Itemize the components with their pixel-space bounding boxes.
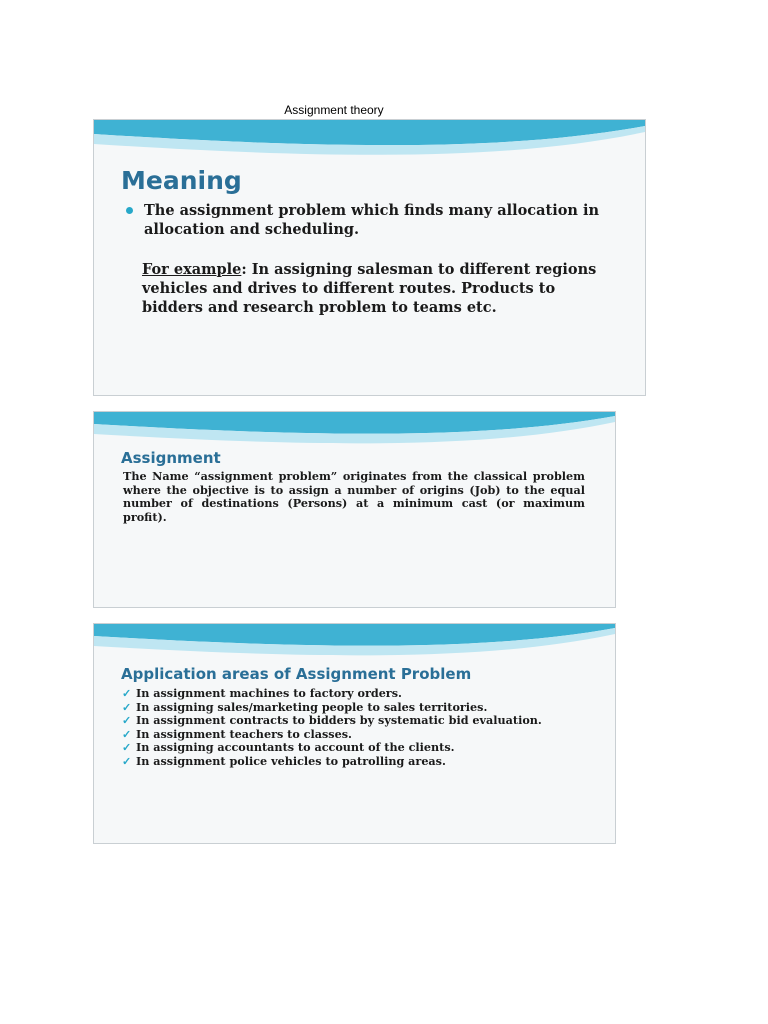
list-item: ✓ In assignment contracts to bidders by systematic bid evaluation. [122,713,542,727]
list-item: ✓ In assigning accountants to account of the clients. [122,740,455,754]
slide-title: Application areas of Assignment Problem [121,665,472,683]
checkmark-icon: ✓ [122,754,132,768]
slide-body-text: The Name “assignment problem” originates from the classical problem where the objective is to assign a number of origins (Job) to the equal number of destinations (Persons) at a minimum cast (or maximum profit). [123,469,585,524]
list-item: ✓ In assigning sales/marketing people to sales territories. [122,699,488,714]
checkmark-icon: ✓ [122,687,132,700]
application-list [122,687,586,768]
slide-header-wave [94,624,615,670]
bullet-text: The assignment problem which finds many allocation in allocation and scheduling. [144,202,600,238]
list-item: ✓ In assignment teachers to classes. [122,726,352,741]
slide-header-wave [94,120,645,166]
example-label: For example [142,261,242,278]
list-item: ✓ In assignment police vehicles to patrolling areas. [122,753,446,768]
checkmark-icon: ✓ [122,727,132,741]
slide-assignment [93,411,616,608]
checkmark-icon: ✓ [122,700,132,714]
checkmark-icon: ✓ [122,741,132,754]
list-item: ✓ In assignment machines to factory orders. [122,686,402,700]
slide-title: Assignment [121,449,221,467]
slide-meaning [93,119,646,396]
checkmark-icon: ✓ [122,714,132,727]
slide-application-areas [93,623,616,844]
document-title: Assignment theory [284,103,384,117]
example-text: : In assigning salesman to different regions vehicles and drives to different routes. Products to bidders and research problem to teams etc. [142,261,597,316]
slide-title: Meaning [121,166,242,195]
bullet-dot-icon [126,207,133,214]
example-paragraph [142,260,602,317]
bullet-item [126,201,606,239]
